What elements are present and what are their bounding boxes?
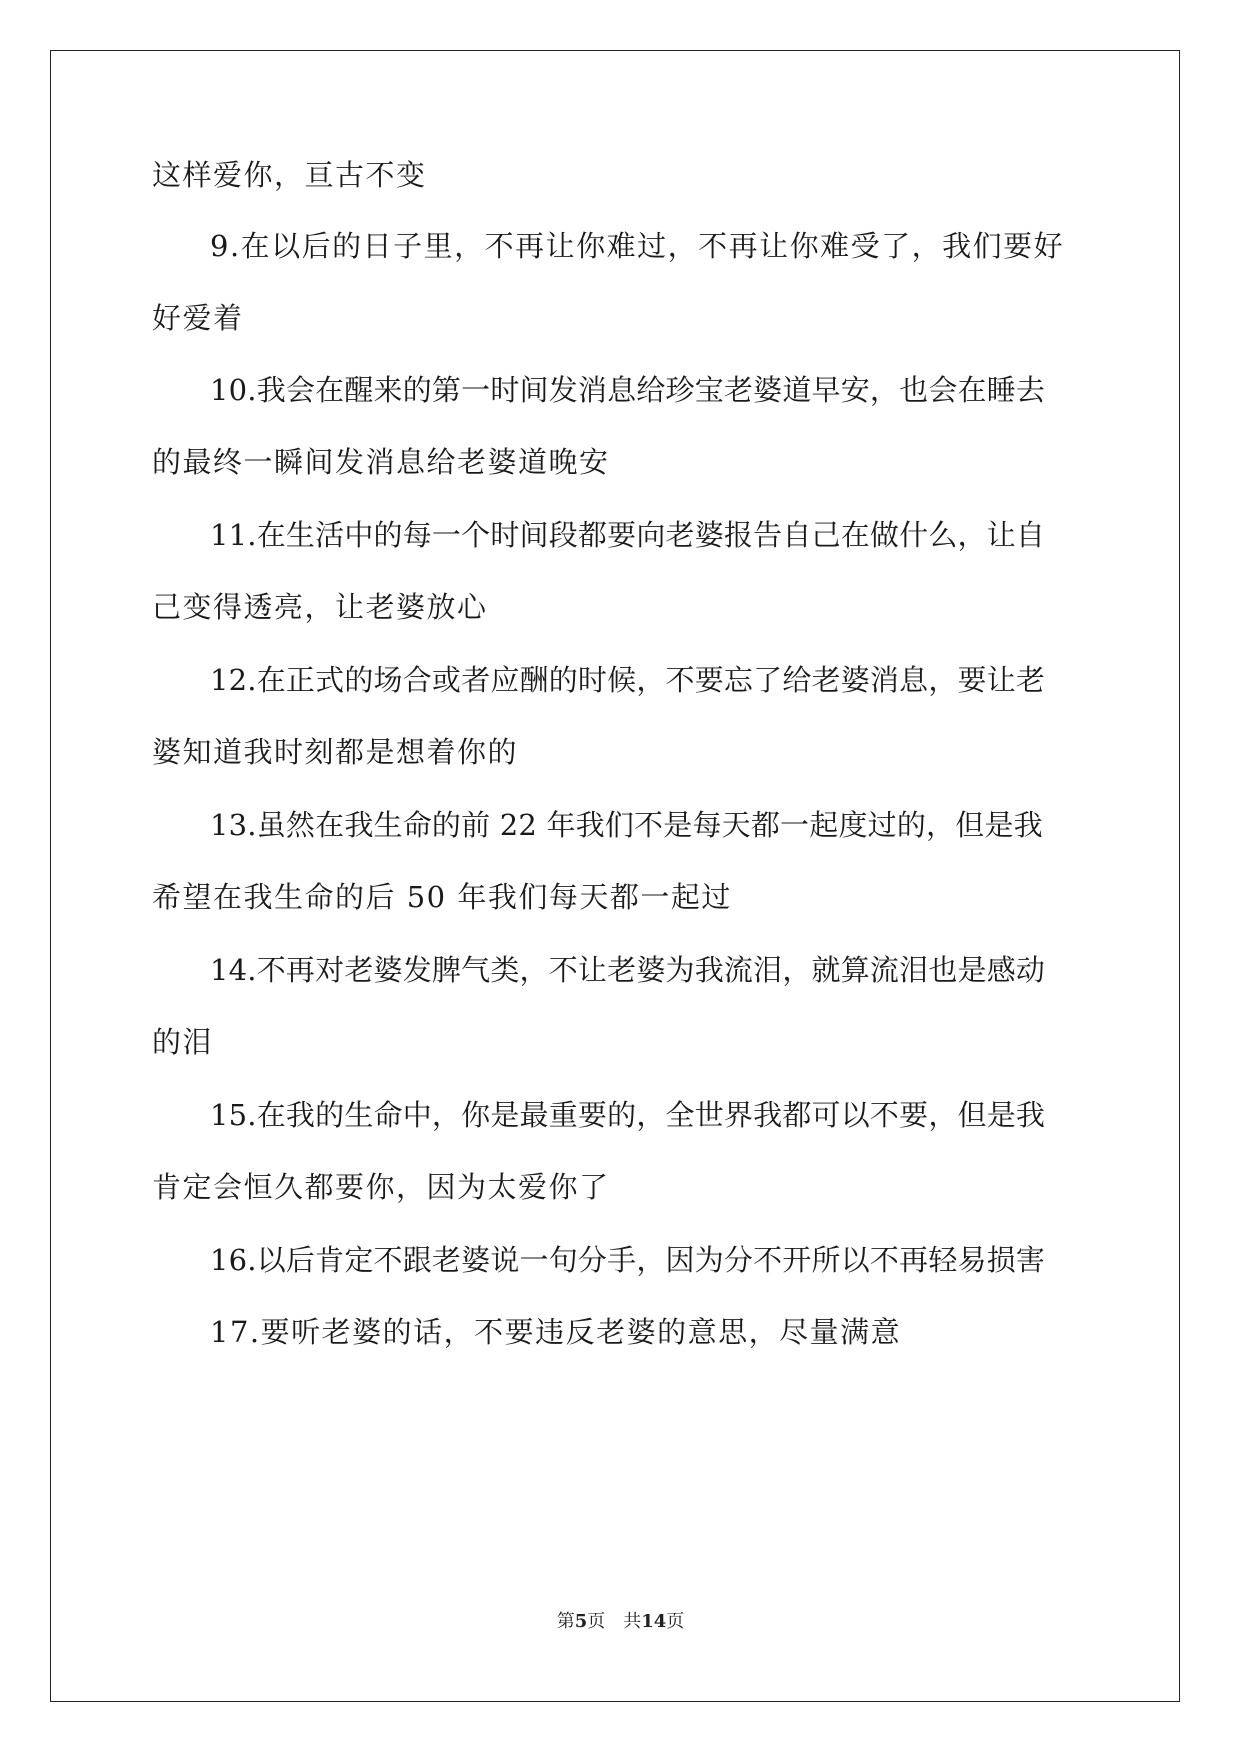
list-item-9-line-1: 9.在以后的日子里，不再让你难过，不再让你难受了，我们要好 bbox=[210, 229, 1065, 263]
list-item-15-line-1: 15.在我的生命中，你是最重要的，全世界我都可以不要，但是我 bbox=[210, 1098, 1046, 1132]
total-prefix: 共 bbox=[623, 1611, 642, 1632]
list-item-13-line-2: 希望在我生命的后 50 年我们每天都一起过 bbox=[152, 880, 732, 914]
total-suffix: 页 bbox=[666, 1611, 685, 1632]
list-item-10-line-2: 的最终一瞬间发消息给老婆道晚安 bbox=[152, 445, 610, 479]
list-item-13-line-1: 13.虽然在我生命的前 22 年我们不是每天都一起度过的，但是我 bbox=[210, 808, 1043, 842]
list-item-9-line-2: 好爱着 bbox=[152, 301, 244, 335]
list-item-12-line-1: 12.在正式的场合或者应酬的时候，不要忘了给老婆消息，要让老 bbox=[210, 663, 1046, 697]
page-footer bbox=[0, 1610, 1241, 1634]
page-prefix: 第 bbox=[556, 1611, 575, 1632]
total-pages: 14 bbox=[641, 1611, 667, 1632]
text-line: 这样爱你，亘古不变 bbox=[152, 158, 427, 192]
page-suffix: 页 bbox=[587, 1611, 606, 1632]
list-item-11-line-1: 11.在生活中的每一个时间段都要向老婆报告自己在做什么，让自 bbox=[210, 518, 1046, 552]
list-item-14-line-1: 14.不再对老婆发脾气类，不让老婆为我流泪，就算流泪也是感动 bbox=[210, 953, 1046, 987]
list-item-14-line-2: 的泪 bbox=[152, 1025, 214, 1059]
list-item-10-line-1: 10.我会在醒来的第一时间发消息给珍宝老婆道早安，也会在睡去 bbox=[210, 373, 1046, 407]
list-item-15-line-2: 肯定会恒久都要你，因为太爱你了 bbox=[152, 1170, 610, 1204]
page-number: 5 bbox=[574, 1611, 588, 1632]
list-item-17: 17.要听老婆的话，不要违反老婆的意思，尽量满意 bbox=[210, 1315, 902, 1349]
list-item-12-line-2: 婆知道我时刻都是想着你的 bbox=[152, 735, 519, 769]
list-item-11-line-2: 己变得透亮，让老婆放心 bbox=[152, 590, 488, 624]
list-item-16: 16.以后肯定不跟老婆说一句分手，因为分不开所以不再轻易损害 bbox=[210, 1243, 1046, 1277]
